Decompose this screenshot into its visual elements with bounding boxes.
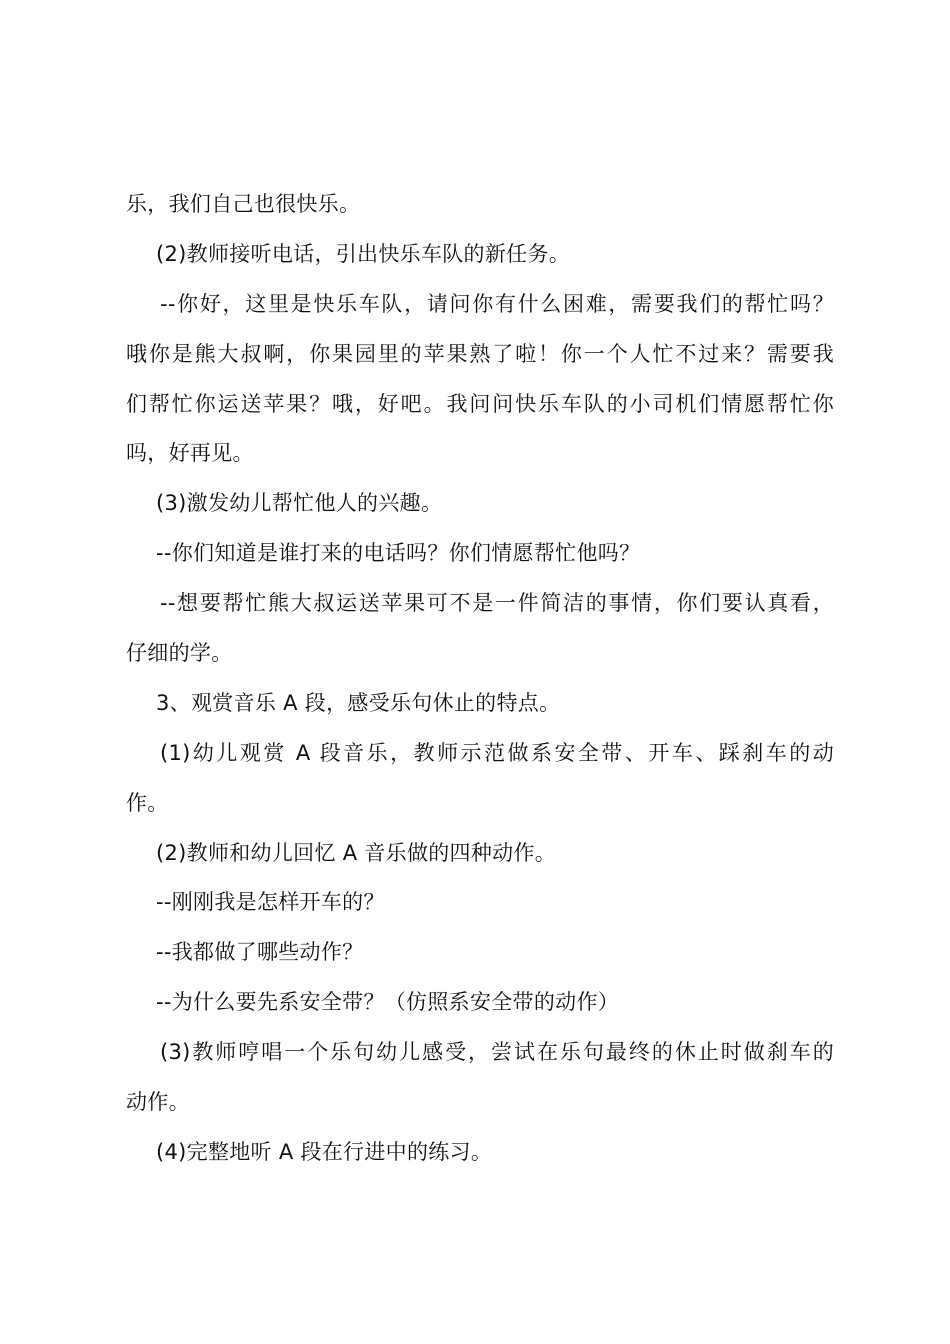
text-line: (3)教师哼唱一个乐句幼儿感受，尝试在乐句最终的休止时做刹车的	[160, 1040, 834, 1065]
text-line: 动作。	[126, 1090, 190, 1115]
text-line: 仔细的学。	[126, 641, 233, 666]
text-line: --你们知道是谁打来的电话吗？你们情愿帮忙他吗？	[156, 541, 641, 566]
text-line: --为什么要先系安全带？（仿照系安全带的动作）	[156, 990, 620, 1015]
text-line: (3)激发幼儿帮忙他人的兴趣。	[156, 491, 443, 516]
text-line: --想要帮忙熊大叔运送苹果可不是一件简洁的事情，你们要认真看，	[160, 591, 834, 616]
text-line: (2)教师和幼儿回忆 A 音乐做的四种动作。	[156, 840, 557, 865]
text-line: 乐，我们自己也很快乐。	[126, 192, 361, 216]
text-line: 哦你是熊大叔啊，你果园里的苹果熟了啦！你一个人忙不过来？需要我	[126, 341, 834, 366]
text-line: --刚刚我是怎样开车的？	[156, 890, 385, 915]
text-line: 们帮忙你运送苹果？哦，好吧。我问问快乐车队的小司机们情愿帮忙你	[126, 391, 834, 416]
text-line: --你好，这里是快乐车队，请问你有什么困难，需要我们的帮忙吗？	[160, 291, 834, 316]
text-line: 吗，好再见。	[126, 441, 254, 466]
text-line: (2)教师接听电话，引出快乐车队的新任务。	[156, 241, 571, 266]
text-line: (4)完整地听 A 段在行进中的练习。	[156, 1139, 493, 1164]
text-line: (1)幼儿观赏 A 段音乐，教师示范做系安全带、开车、踩刹车的动	[160, 740, 834, 765]
document-body	[126, 180, 834, 1178]
text-line: 3、观赏音乐 A 段，感受乐句休止的特点。	[156, 690, 561, 715]
text-line: --我都做了哪些动作？	[156, 940, 364, 965]
text-line: 作。	[126, 790, 169, 815]
